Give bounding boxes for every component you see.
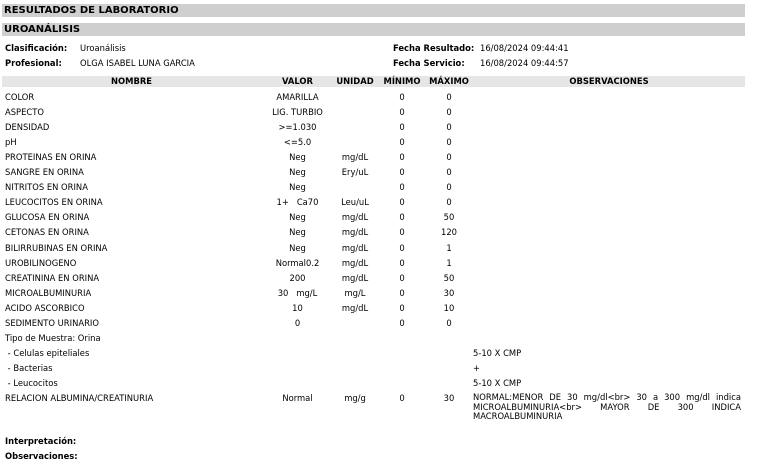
- row-unidad: Leu/uL: [341, 197, 369, 208]
- table-row: [0, 227, 779, 242]
- row-maximo: 0: [446, 122, 452, 133]
- row-nombre: MICROALBUMINURIA: [5, 287, 92, 298]
- profesional-value: OLGA ISABEL LUNA GARCIA: [80, 58, 195, 68]
- row-valor: <=5.0: [283, 137, 312, 148]
- table-row: [0, 152, 779, 167]
- row-valor: 10: [292, 302, 303, 313]
- row-minimo: 0: [399, 92, 405, 102]
- row-nombre: SANGRE EN ORINA: [5, 167, 84, 178]
- row-minimo: 0: [399, 122, 405, 133]
- table-row: [0, 137, 779, 152]
- row-minimo: 0: [399, 182, 405, 193]
- row-nombre: GLUCOSA EN ORINA: [5, 212, 90, 223]
- header-maximo: MÁXIMO: [429, 76, 469, 86]
- row-nombre: NITRITOS EN ORINA: [5, 182, 88, 193]
- row-valor: 30 mg/L: [277, 287, 318, 298]
- row-nombre: - Bacterias: [5, 362, 53, 373]
- row-observacion: +: [473, 362, 481, 373]
- report-title: RESULTADOS DE LABORATORIO: [2, 4, 745, 17]
- table-row: [0, 243, 779, 258]
- section-title: UROANÁLISIS: [2, 23, 745, 36]
- table-row: [0, 288, 779, 303]
- observaciones-label: Observaciones:: [5, 451, 78, 461]
- table-header: [2, 76, 745, 87]
- row-nombre: COLOR: [5, 92, 35, 102]
- header-nombre: NOMBRE: [110, 76, 153, 86]
- header-minimo: MÍNIMO: [383, 76, 421, 86]
- row-valor: 0: [294, 317, 301, 328]
- table-row: [0, 378, 779, 393]
- row-minimo: 0: [399, 107, 405, 118]
- row-nombre: pH: [5, 137, 17, 148]
- row-minimo: 0: [399, 167, 405, 178]
- row-minimo: 0: [399, 302, 405, 313]
- row-nombre: DENSIDAD: [5, 122, 50, 133]
- table-row: [0, 197, 779, 212]
- row-nombre: PROTEINAS EN ORINA: [5, 152, 97, 163]
- table-row: [0, 212, 779, 227]
- row-unidad: mg/dL: [341, 242, 369, 253]
- row-maximo: 10: [443, 302, 455, 313]
- row-valor: LIG. TURBIO: [272, 107, 323, 118]
- row-nombre: RELACION ALBUMINA/CREATINURIA: [5, 393, 154, 403]
- row-valor: Neg: [289, 212, 306, 223]
- row-valor: Neg: [289, 182, 306, 193]
- row-nombre: CREATININA EN ORINA: [5, 272, 100, 283]
- row-nombre: BILIRRUBINAS EN ORINA: [5, 242, 108, 253]
- row-nombre: CETONAS EN ORINA: [5, 227, 89, 238]
- table-row: [0, 318, 779, 333]
- row-nombre: UROBILINOGENO: [5, 257, 77, 268]
- row-maximo: 120: [441, 227, 457, 238]
- row-valor: Neg: [289, 167, 306, 178]
- row-maximo: 30: [443, 393, 455, 403]
- row-maximo: 0: [446, 152, 452, 163]
- row-maximo: 0: [446, 107, 452, 118]
- row-maximo: 30: [443, 287, 455, 298]
- table-row: [0, 348, 779, 363]
- row-maximo: 0: [446, 137, 452, 148]
- row-valor: AMARILLA: [276, 92, 319, 102]
- row-maximo: 50: [443, 212, 455, 223]
- table-row: [0, 363, 779, 378]
- row-minimo: 0: [399, 287, 405, 298]
- row-valor: Neg: [289, 152, 306, 163]
- header-unidad: UNIDAD: [336, 76, 374, 86]
- row-observacion: 5-10 X CMP: [473, 347, 522, 358]
- row-nombre: - Celulas epiteliales: [5, 347, 90, 358]
- row-nombre: ASPECTO: [5, 107, 44, 118]
- row-unidad: mg/dL: [341, 227, 369, 238]
- row-maximo: 0: [446, 317, 452, 328]
- table-row: [0, 182, 779, 197]
- row-nombre: - Leucocitos: [5, 377, 58, 388]
- row-minimo: 0: [399, 227, 405, 238]
- fecha-servicio-label: Fecha Servicio:: [393, 58, 465, 68]
- row-unidad: Ery/uL: [341, 167, 369, 178]
- header-valor: VALOR: [282, 76, 313, 86]
- interpretacion-label: Interpretación:: [5, 436, 77, 446]
- row-unidad: mg/dL: [341, 302, 369, 313]
- row-unidad: mg/g: [344, 393, 366, 403]
- profesional-label: Profesional:: [5, 58, 62, 68]
- row-unidad: mg/dL: [341, 257, 369, 268]
- row-minimo: 0: [399, 393, 405, 403]
- table-row: [0, 392, 779, 421]
- row-valor: 200: [289, 272, 306, 283]
- row-maximo: 1: [446, 257, 452, 268]
- table-row: [0, 167, 779, 182]
- row-nombre: ACIDO ASCORBICO: [5, 302, 85, 313]
- table-row: [0, 333, 779, 348]
- table-row: [0, 258, 779, 273]
- row-minimo: 0: [399, 152, 405, 163]
- row-minimo: 0: [399, 212, 405, 223]
- row-minimo: 0: [399, 137, 405, 148]
- header-observaciones: OBSERVACIONES: [569, 76, 649, 86]
- row-valor: 1+ Ca70: [276, 197, 319, 208]
- row-valor: Normal0.2: [275, 257, 320, 268]
- clasificacion-value: Uroanálisis: [80, 43, 126, 53]
- row-nombre: Tipo de Muestra: Orina: [5, 332, 101, 343]
- row-valor: Normal: [282, 393, 313, 403]
- row-nombre: LEUCOCITOS EN ORINA: [5, 197, 103, 208]
- row-minimo: 0: [399, 317, 405, 328]
- row-nombre: SEDIMENTO URINARIO: [5, 317, 99, 328]
- table-row: [0, 273, 779, 288]
- row-minimo: 0: [399, 197, 405, 208]
- table-row: [0, 122, 779, 137]
- table-row: [0, 303, 779, 318]
- table-row: [0, 92, 779, 107]
- row-minimo: 0: [399, 272, 405, 283]
- row-observacion: 5-10 X CMP: [473, 377, 522, 388]
- row-maximo: 0: [446, 92, 452, 102]
- row-unidad: mg/dL: [341, 272, 369, 283]
- fecha-servicio-value: 16/08/2024 09:44:57: [480, 58, 569, 68]
- row-observacion: NORMAL:MENOR DE 30 mg/dl<br> 30 a 300 mg/dl indica MICROALBUMINURIA<br> MAYOR DE 300 INDICA MACROALBUMINURIA: [473, 392, 741, 421]
- clasificacion-label: Clasificación:: [5, 43, 68, 53]
- row-maximo: 0: [446, 197, 452, 208]
- row-valor: Neg: [289, 227, 306, 238]
- row-valor: >=1.030: [278, 122, 317, 133]
- table-row: [0, 107, 779, 122]
- row-maximo: 0: [446, 182, 452, 193]
- row-minimo: 0: [399, 242, 405, 253]
- fecha-resultado-value: 16/08/2024 09:44:41: [480, 43, 569, 53]
- row-unidad: mg/L: [344, 287, 366, 298]
- fecha-resultado-label: Fecha Resultado:: [393, 43, 475, 53]
- row-minimo: 0: [399, 257, 405, 268]
- row-unidad: mg/dL: [341, 152, 369, 163]
- row-valor: Neg: [289, 242, 306, 253]
- row-unidad: mg/dL: [341, 212, 369, 223]
- row-maximo: 1: [446, 242, 452, 253]
- row-maximo: 0: [446, 167, 452, 178]
- row-maximo: 50: [443, 272, 455, 283]
